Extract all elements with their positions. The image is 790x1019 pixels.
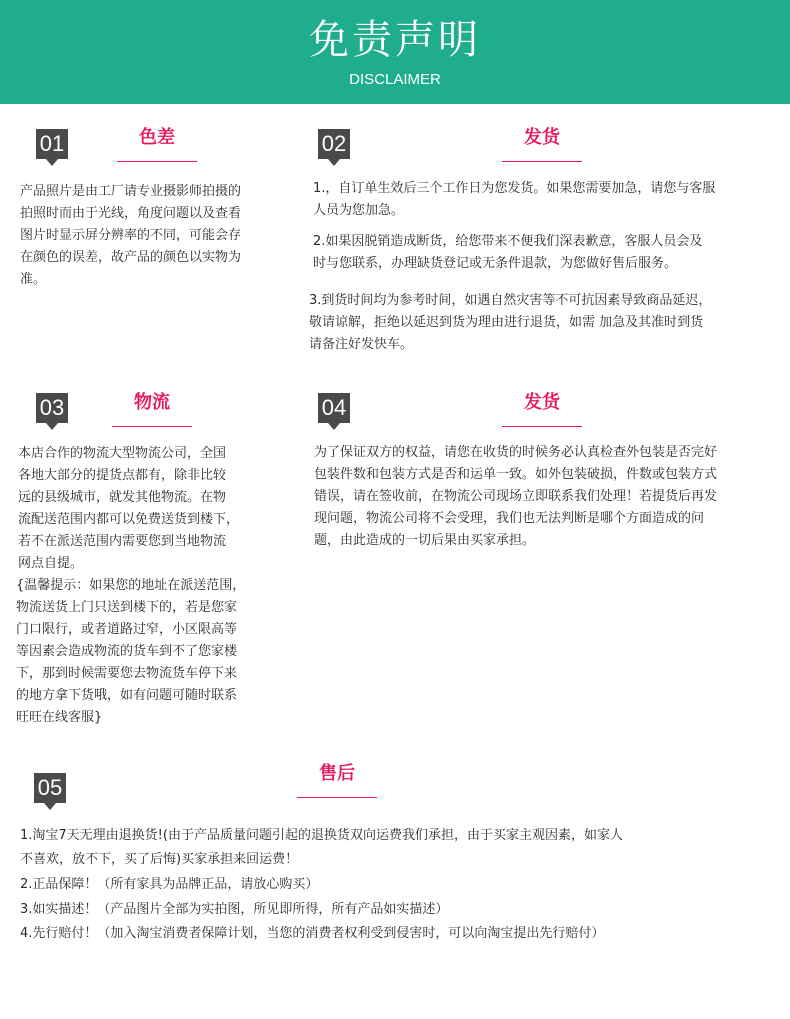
text-line: 包装件数和包装方式是否和运单一致。如外包装破损，件数或包装方式 xyxy=(314,467,718,482)
text-line: 人员为您加急。 xyxy=(313,203,405,218)
section-title-underline xyxy=(502,161,582,162)
text-line: 门口限行，或者道路过窄，小区限高等 xyxy=(16,622,238,637)
text-line: 1.淘宝7天无理由退换货!(由于产品质量问题引起的退换货双向运费我们承担，由于买家主观因素，如家人 xyxy=(20,828,623,843)
text-line: 远的县级城市，就发其他物流。在物 xyxy=(18,490,227,505)
text-line: 网点自提。 xyxy=(18,556,84,571)
text-line: 在颜色的误差，故产品的颜色以实物为 xyxy=(20,250,242,265)
section-title-underline xyxy=(117,161,197,162)
section-number-badge: 05 xyxy=(34,773,66,803)
text-line: 各地大部分的提货点都有，除非比较 xyxy=(18,468,227,483)
section-title-logistics: 物流 xyxy=(134,392,170,413)
text-line: 题，由此造成的一切后果由买家承担。 xyxy=(314,533,536,548)
text-line: {温馨提示：如果您的地址在派送范围， xyxy=(16,578,246,593)
section-number-badge: 03 xyxy=(36,393,68,423)
text-line: 错误，请在签收前，在物流公司现场立即联系我们处理！若提货后再发 xyxy=(314,489,718,504)
text-line: 等因素会造成物流的货车到不了您家楼 xyxy=(16,644,238,659)
section-title-underline xyxy=(502,426,582,427)
section-paragraph xyxy=(20,898,448,922)
text-line: 流配送范围内都可以免费送货到楼下， xyxy=(18,512,240,527)
section-paragraph xyxy=(20,824,623,872)
section-paragraph xyxy=(18,443,239,575)
text-line: 旺旺在线客服} xyxy=(16,710,103,725)
section-number-badge: 01 xyxy=(36,129,68,159)
section-title-color-difference: 色差 xyxy=(139,127,175,148)
section-paragraph-tip xyxy=(16,575,245,729)
section-number-badge: 04 xyxy=(318,393,350,423)
section-title-after-sales: 售后 xyxy=(319,763,355,784)
text-line: 准。 xyxy=(20,272,47,287)
text-line: 为了保证双方的权益，请您在收货的时候务必认真检查外包装是否完好 xyxy=(314,445,718,460)
text-line: 2.正品保障！（所有家具为品牌正品，请放心购买） xyxy=(20,877,319,892)
text-line: 3.到货时间均为参考时间，如遇自然灾害等不可抗因素导致商品延迟， xyxy=(309,293,712,308)
section-title-shipping: 发货 xyxy=(524,127,560,148)
text-line: 产品照片是由工厂请专业摄影师拍摄的 xyxy=(20,184,242,199)
text-line: 下，那到时候需要您去物流货车停下来 xyxy=(16,666,238,681)
text-line: 本店合作的物流大型物流公司，全国 xyxy=(18,446,227,461)
text-line: 敬请谅解，拒绝以延迟到货为理由进行退货，如需 加急及其准时到货 xyxy=(309,315,704,330)
text-line: 2.如果因脱销造成断货，给您带来不便我们深表歉意，客服人员会及 xyxy=(313,234,703,249)
text-line: 请备注好发快车。 xyxy=(309,337,414,352)
text-line: 不喜欢，放不下，买了后悔)买家承担来回运费！ xyxy=(20,852,299,867)
text-line: 1.，自订单生效后三个工作日为您发货。如果您需要加急，请您与客服 xyxy=(313,181,716,196)
section-paragraph xyxy=(309,290,711,356)
text-line: 若不在派送范围内需要您到当地物流 xyxy=(18,534,227,549)
section-title-delivery: 发货 xyxy=(524,392,560,413)
page-subtitle: DISCLAIMER xyxy=(349,71,441,88)
header-banner xyxy=(0,0,790,104)
text-line: 4.先行赔付！（加入淘宝消费者保障计划，当您的消费者权利受到侵害时，可以向淘宝提出先行赔付） xyxy=(20,926,605,941)
page-title: 免责声明 xyxy=(309,17,481,63)
section-paragraph xyxy=(20,181,241,291)
section-title-underline xyxy=(112,426,192,427)
text-line: 3.如实描述！（产品图片全部为实拍图，所见即所得，所有产品如实描述） xyxy=(20,902,449,917)
section-title-underline xyxy=(297,797,377,798)
section-paragraph xyxy=(313,231,702,275)
text-line: 现问题，物流公司将不会受理，我们也无法判断是哪个方面造成的问 xyxy=(314,511,705,526)
section-paragraph xyxy=(314,442,717,552)
text-line: 拍照时而由于光线，角度问题以及查看 xyxy=(20,206,242,221)
text-line: 的地方拿下货哦，如有问题可随时联系 xyxy=(16,688,238,703)
section-paragraph xyxy=(20,873,318,897)
text-line: 图片时显示屏分辨率的不同，可能会存 xyxy=(20,228,242,243)
text-line: 物流送货上门只送到楼下的，若是您家 xyxy=(16,600,238,615)
section-number-badge: 02 xyxy=(318,129,350,159)
section-paragraph xyxy=(313,178,715,222)
text-line: 时与您联系，办理缺货登记或无条件退款，为您做好售后服务。 xyxy=(313,256,678,271)
section-paragraph xyxy=(20,922,604,946)
